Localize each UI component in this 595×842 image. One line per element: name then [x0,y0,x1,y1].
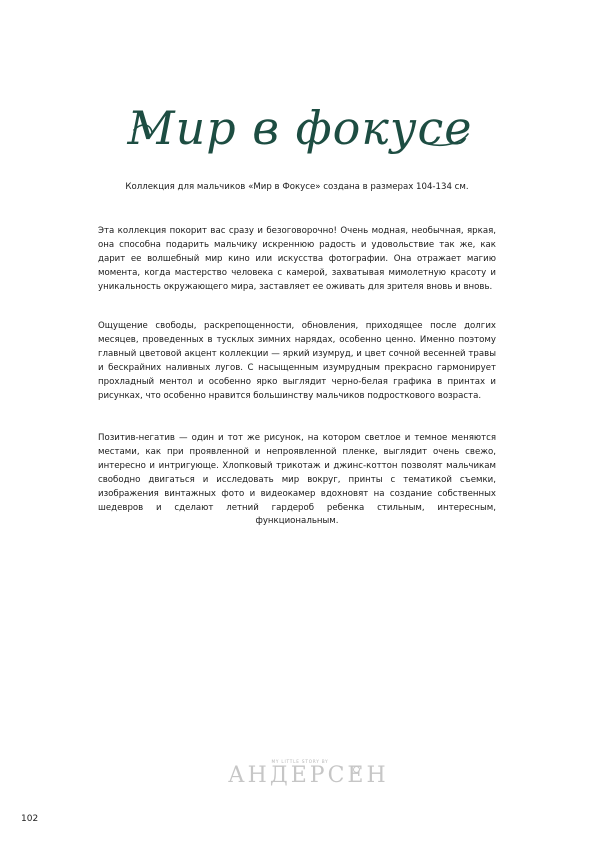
title-flourish [128,100,473,166]
collection-intro: Коллекция для мальчиков «Мир в Фокусе» создана в размерах 104-134 см. [125,182,469,192]
brand-logo: АНДЕРСЕН [228,763,389,788]
paragraph-2: Ощущение свободы, раскрепощенности, обновления, приходящее после долгих месяцев, проведенных в тусклых зимних нарядах, особенно ценно. Именно поэтому главный цветовой акцент коллекции — яркий изумруд, и цвет сочной весенней травы и бескрайних наливных лугов. С насыщенным изумрудным прекрасно гармонирует прохладный ментол и особенно ярко выглядит черно-белая графика в принтах и рисунках, что особенно нравится большинству мальчиков подросткового возраста. [98,321,496,401]
page-title: Мир в фокусе [127,101,473,155]
brand-tagline: MY LITTLE STORY BY [271,759,329,764]
registered-mark-icon [353,766,360,773]
paragraph-3: Позитив-негатив — один и тот же рисунок, на котором светлое и темное меняются местами, как при проявленной и непроявленной пленке, выглядит очень свежо, интересно и интригующе. Хлопковый трикотаж и джинс-коттон позволят мальчикам свободно двигаться и исследовать мир вокруг, принты с тематикой съемки, изображения винтажных фото и видеокамер вдохновят на создание собственных шедевров и сделают летний гардероб ребенка стильным, интересным, функциональным. [98,433,496,527]
paragraph-1: Эта коллекция покорит вас сразу и безоговорочно! Очень модная, необычная, яркая, она способна подарить мальчику искреннюю радость и удовольствие так же, как дарит ее волшебный мир кино или искусства фотографии. Она отражает магию момента, когда мастерство человека с камерой, захватывая мимолетную красоту и уникальность окружающего мира, заставляет ее оживать для зрителя вновь и вновь. [98,226,496,292]
page-number: 102 [21,814,39,824]
